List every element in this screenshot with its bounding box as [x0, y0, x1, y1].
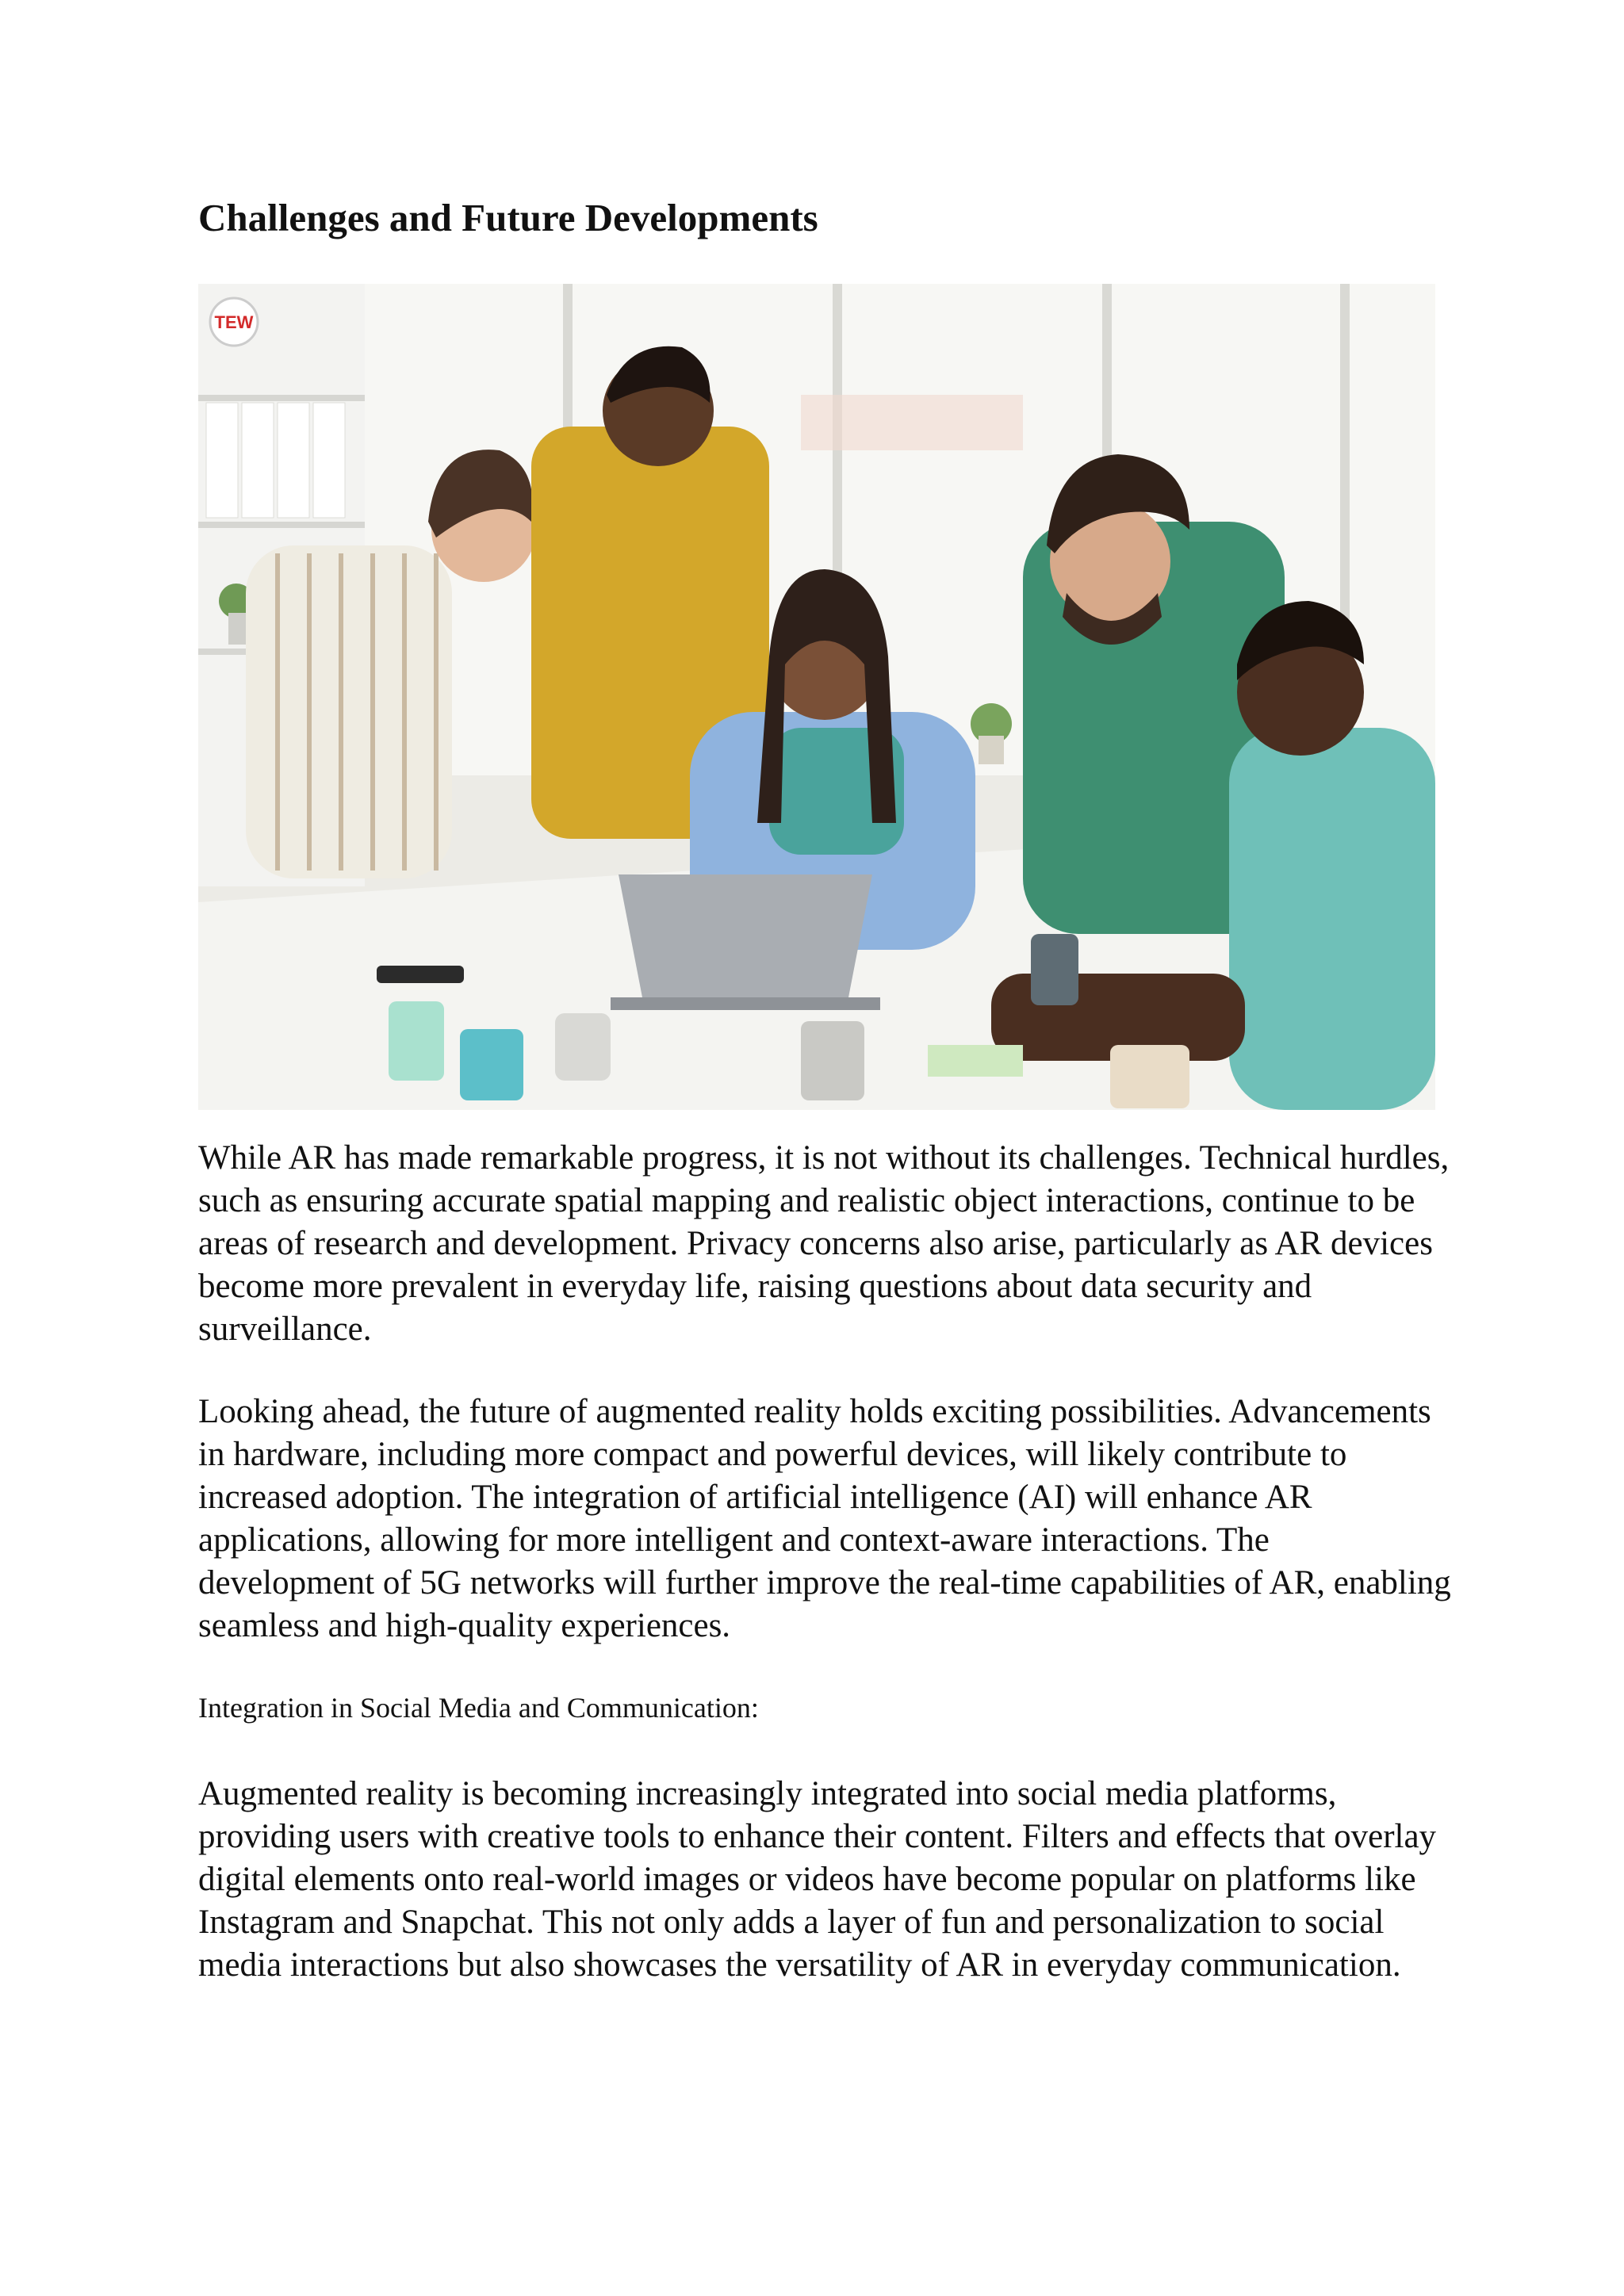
- logo-text: TEW: [214, 312, 254, 332]
- paragraph-challenges: While AR has made remarkable progress, it is not without its challenges. Technical hurdles, such as ensuring accurate spatial mapping and realistic object interactions, continue to be areas of research and development. Privacy concerns also arise, particularly as AR devices become more prevalent in everyday life, raising questions about data security and surveillance.: [198, 1139, 1450, 1348]
- page-title: Challenges and Future Developments: [198, 196, 818, 239]
- paragraph-social-media: Augmented reality is becoming increasingly integrated into social media platforms, providing users with creative tools to enhance their content. Filters and effects that overlay digital elements onto real-world images or videos have become popular on platforms like Instagram and Snapchat. This not only adds a layer of fun and personalization to social media interactions but also showcases the versatility of AR in everyday communication.: [198, 1775, 1437, 1984]
- subheading-social-media: Integration in Social Media and Communication:: [198, 1692, 759, 1724]
- team-photo: [198, 284, 1435, 1110]
- tew-logo: [210, 298, 258, 346]
- paragraph-future: Looking ahead, the future of augmented reality holds exciting possibilities. Advancements in hardware, including more compact and powerful devices, will likely contribute to increased adoption. The integration of artificial intelligence (AI) will enhance AR applications, allowing for more intelligent and context-aware interactions. The development of 5G networks will further improve the real-time capabilities of AR, enabling seamless and high-quality experiences.: [198, 1393, 1451, 1644]
